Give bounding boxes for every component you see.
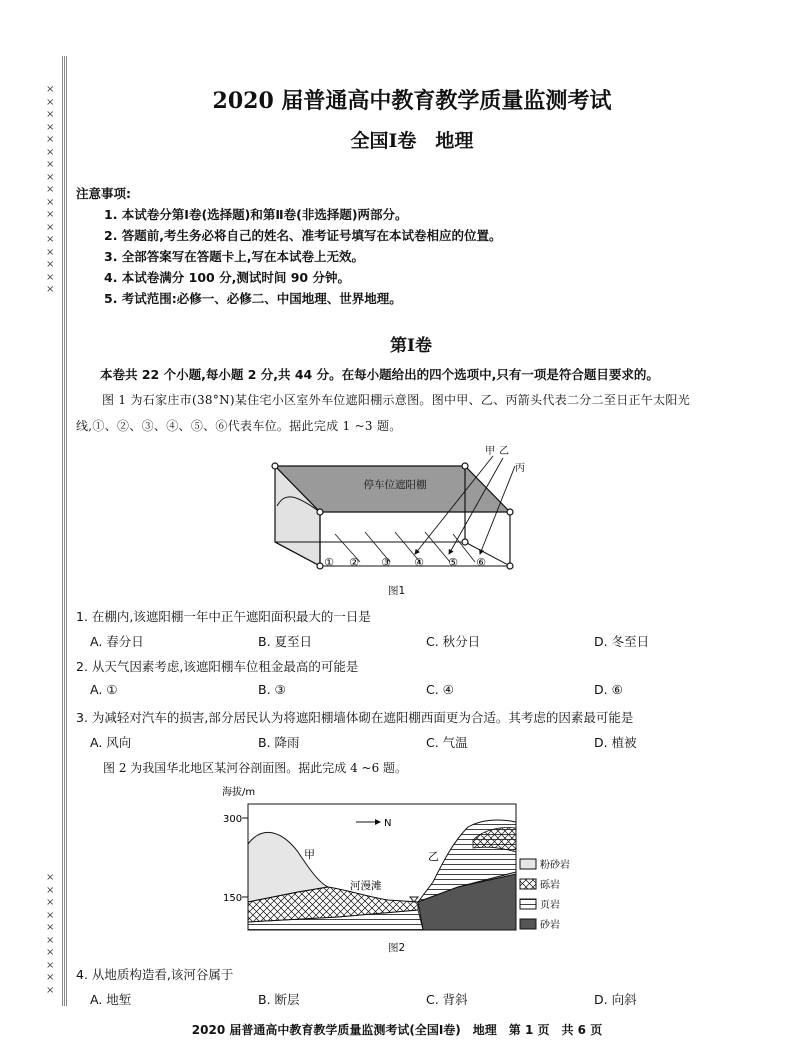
notice-item: 3. 全部答案写在答题卡上,写在本试卷上无效。	[104, 249, 365, 264]
y-tick: 150	[223, 893, 243, 904]
cut-mark: ×	[46, 884, 55, 896]
notice-item: 2. 答题前,考生务必将自己的姓名、准考证号填写在本试卷相应的位置。	[104, 228, 502, 243]
cut-marks-top	[46, 84, 54, 297]
cut-mark: ×	[46, 909, 55, 921]
legend-sandstone: 砂岩	[540, 920, 560, 931]
figure2-caption: 图2	[388, 942, 406, 954]
section-title: 第Ⅰ卷	[390, 336, 432, 356]
ray-label-yi: 乙	[499, 446, 509, 457]
option: B. 夏至日	[258, 634, 313, 649]
north-label: N	[384, 818, 392, 829]
option: C. 秋分日	[426, 634, 481, 649]
option: C. 背斜	[426, 992, 468, 1007]
option: B. 降雨	[258, 735, 300, 750]
ray-label-jia: 甲	[485, 446, 495, 457]
option: D. ⑥	[594, 682, 623, 697]
spot-label: ⑤	[448, 556, 458, 569]
cut-mark: ×	[46, 109, 55, 120]
label-floodplain: 河漫滩	[350, 880, 382, 892]
cut-mark: ×	[46, 84, 55, 95]
legend-conglomerate: 砾岩	[540, 880, 560, 891]
cut-mark: ×	[46, 209, 55, 220]
option: B. ③	[258, 682, 286, 697]
option: C. ④	[426, 682, 454, 697]
label-yi: 乙	[428, 850, 439, 863]
cut-mark: ×	[46, 934, 55, 946]
cut-mark: ×	[46, 134, 55, 145]
option: A. 风向	[90, 735, 132, 750]
cut-mark: ×	[46, 284, 55, 295]
cut-mark: ×	[46, 872, 55, 883]
cut-mark: ×	[46, 922, 55, 933]
cut-mark: ×	[46, 96, 55, 108]
cut-mark: ×	[46, 959, 55, 971]
spot-label: ③	[381, 556, 391, 569]
notice-block	[76, 183, 502, 309]
ray-label-bing: 丙	[515, 463, 525, 474]
figure1-carport-diagram	[265, 444, 535, 584]
label-jia: 甲	[304, 848, 315, 861]
spot-label: ①	[324, 556, 334, 569]
legend-shale: 页岩	[540, 900, 560, 911]
cut-mark: ×	[46, 259, 55, 270]
notice-heading: 注意事项:	[76, 186, 131, 201]
option: A. ①	[90, 682, 118, 697]
cut-mark: ×	[46, 121, 55, 133]
cut-mark: ×	[46, 234, 55, 245]
option: A. 春分日	[90, 634, 144, 649]
cut-mark: ×	[46, 972, 55, 983]
figure1-intro: 图 1 为石家庄市(38°N)某住宅小区室外车位遮阳棚示意图。图中甲、乙、丙箭头代表二分二至日正午太阳光线,①、②、③、④、⑤、⑥代表车位。据此完成 1 ~3 题。	[76, 393, 690, 433]
cut-mark: ×	[46, 146, 55, 158]
binding-strip	[62, 56, 67, 1006]
cut-mark: ×	[46, 159, 55, 170]
question-stem: 2. 从天气因素考虑,该遮阳棚车位租金最高的可能是	[76, 659, 359, 674]
notice-item: 1. 本试卷分第Ⅰ卷(选择题)和第Ⅱ卷(非选择题)两部分。	[104, 207, 408, 222]
legend-siltstone: 粉砂岩	[540, 860, 570, 871]
y-axis-label: 海拔/m	[222, 787, 256, 798]
cut-mark: ×	[46, 221, 55, 233]
figure2-intro: 图 2 为我国华北地区某河谷剖面图。据此完成 4 ~6 题。	[103, 761, 408, 775]
cut-mark: ×	[46, 984, 55, 996]
figure1-caption: 图1	[388, 585, 406, 597]
option: D. 植被	[594, 735, 637, 750]
exam-title: 2020 届普通高中教育教学质量监测考试	[212, 88, 612, 114]
cut-mark: ×	[46, 271, 55, 283]
option: D. 冬至日	[594, 634, 650, 649]
question-stem: 1. 在棚内,该遮阳棚一年中正午遮阳面积最大的一日是	[76, 609, 371, 624]
option: B. 断层	[258, 992, 300, 1007]
question-stem: 3. 为减轻对汽车的损害,部分居民认为将遮阳棚墙体砌在遮阳棚西面更为合适。其考虑的因素最可能是	[76, 710, 634, 725]
cut-mark: ×	[46, 246, 55, 258]
option: D. 向斜	[594, 992, 637, 1007]
notice-item: 4. 本试卷满分 100 分,测试时间 90 分钟。	[104, 270, 350, 285]
cut-mark: ×	[46, 184, 55, 195]
exam-subtitle: 全国Ⅰ卷 地理	[350, 130, 474, 152]
roof-label: 停车位遮阳棚	[363, 479, 427, 491]
cut-mark: ×	[46, 897, 55, 908]
cut-mark: ×	[46, 196, 55, 208]
section-intro: 本卷共 22 个小题,每小题 2 分,共 44 分。在每小题给出的四个选项中,只有一项是符合题目要求的。	[100, 367, 659, 382]
notice-item: 5. 考试范围:必修一、必修二、中国地理、世界地理。	[104, 291, 402, 306]
y-tick: 300	[223, 814, 243, 825]
cut-mark: ×	[46, 947, 55, 958]
figure2-valley-section	[218, 782, 598, 942]
option: A. 地堑	[90, 992, 132, 1007]
spot-label: ②	[349, 556, 359, 569]
spot-label: ⑥	[476, 556, 486, 569]
cut-mark: ×	[46, 171, 55, 183]
cut-marks-bottom	[46, 872, 54, 997]
option: C. 气温	[426, 735, 468, 750]
page-footer: 2020 届普通高中教育教学质量监测考试(全国Ⅰ卷) 地理 第 1 页 共 6 页	[191, 1023, 603, 1037]
question-stem: 4. 从地质构造看,该河谷属于	[76, 967, 234, 982]
spot-label: ④	[414, 556, 424, 569]
